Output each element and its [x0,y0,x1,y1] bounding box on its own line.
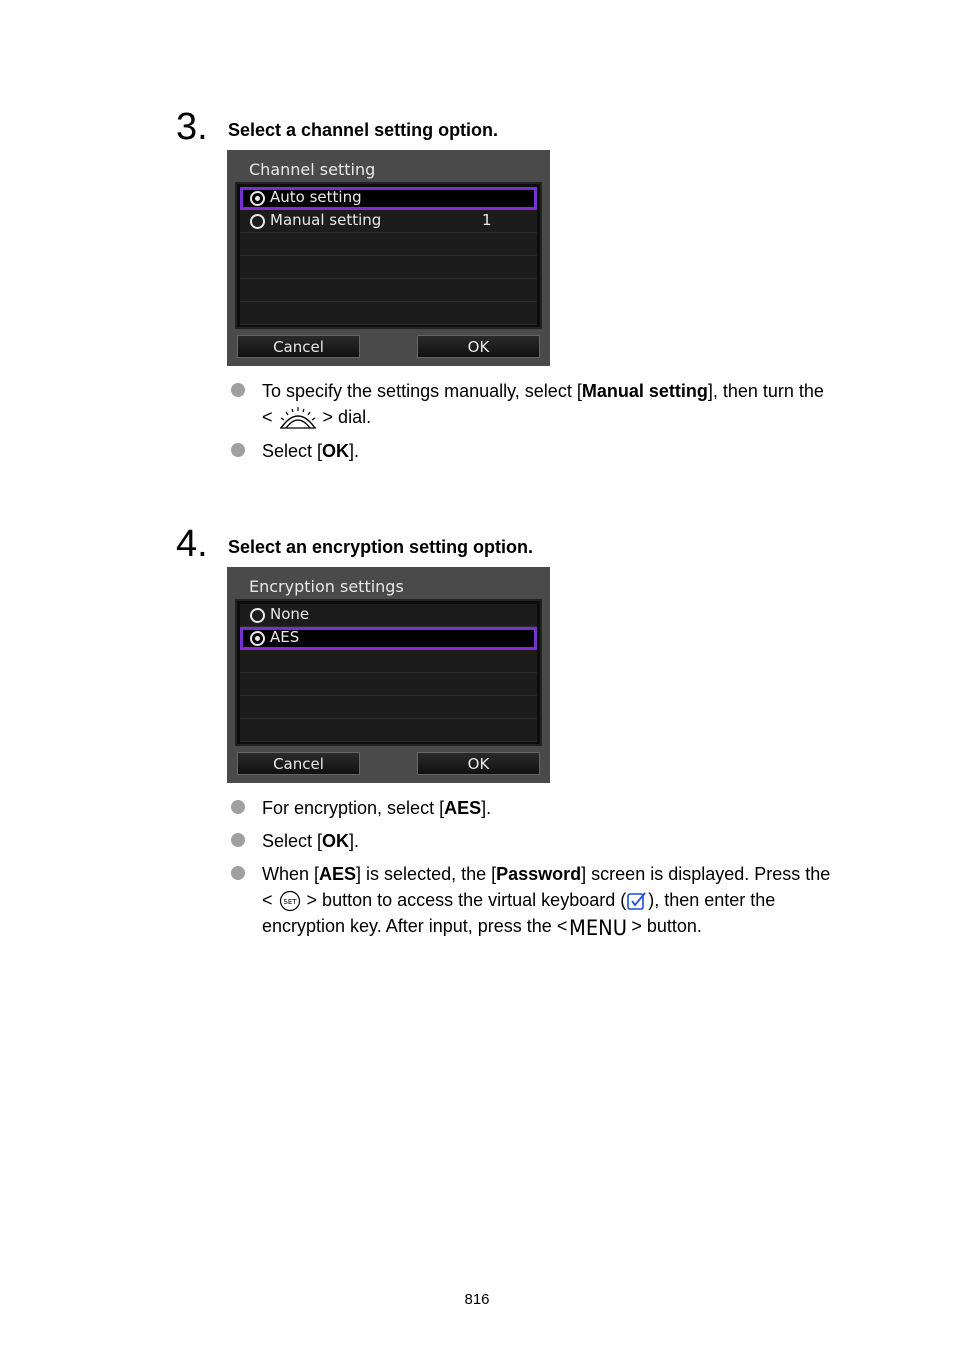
menu-button-icon [567,915,631,939]
instruction-text: When [AES] is selected, the [Password] screen is displayed. Press the < SET > button to access the virtual keyboard ( ), then enter the encryption key. After input, press the < MENU > button. [262,864,831,940]
bullet-icon [231,800,245,814]
set-button-icon [278,890,302,912]
svg-text:MENU: MENU [569,916,628,940]
encryption-settings-screen [227,567,550,783]
option-label: Auto setting [270,188,362,206]
page-number: 816 [464,1291,490,1308]
radio-unselected-icon [250,608,265,623]
empty-row [240,650,537,673]
instruction-text: Select [OK]. [262,441,360,461]
screen-title: Channel setting [249,160,376,179]
option-value: 1 [482,211,492,229]
virtual-keyboard-icon [626,890,648,912]
ok-button[interactable]: OK [417,752,540,775]
main-dial-icon [278,406,318,430]
channel-setting-screen [227,150,550,366]
option-label: Manual setting [270,211,382,229]
instruction-text: Select [OK]. [262,831,360,851]
instruction-text: For encryption, select [AES]. [262,798,492,818]
empty-row [240,719,537,742]
bullet-icon [231,383,245,397]
option-aes[interactable] [240,627,537,650]
option-list [235,599,542,746]
cancel-button[interactable]: Cancel [237,752,360,775]
option-label: AES [270,628,300,646]
step-title: Select an encryption setting option. [228,537,534,557]
screen-title: Encryption settings [249,577,404,596]
empty-row [240,233,537,256]
radio-selected-icon [250,631,265,646]
option-manual-setting[interactable] [240,210,537,233]
bullet-icon [231,833,245,847]
option-list [235,182,542,329]
step-title: Select a channel setting option. [228,120,499,140]
cancel-button[interactable]: Cancel [237,335,360,358]
empty-row [240,302,537,325]
empty-row [240,279,537,302]
empty-row [240,256,537,279]
step-number: 3. [176,106,208,148]
bullet-icon [231,443,245,457]
bullet-icon [231,866,245,880]
option-auto-setting[interactable] [240,187,537,210]
ok-button[interactable]: OK [417,335,540,358]
svg-text:SET: SET [282,898,297,907]
radio-selected-icon [250,191,265,206]
radio-unselected-icon [250,214,265,229]
instruction-text: To specify the settings manually, select [Manual setting], then turn the < > dial. [262,378,882,430]
empty-row [240,696,537,719]
option-none[interactable] [240,604,537,627]
empty-row [240,673,537,696]
option-label: None [270,605,310,623]
step-number: 4. [176,523,208,565]
